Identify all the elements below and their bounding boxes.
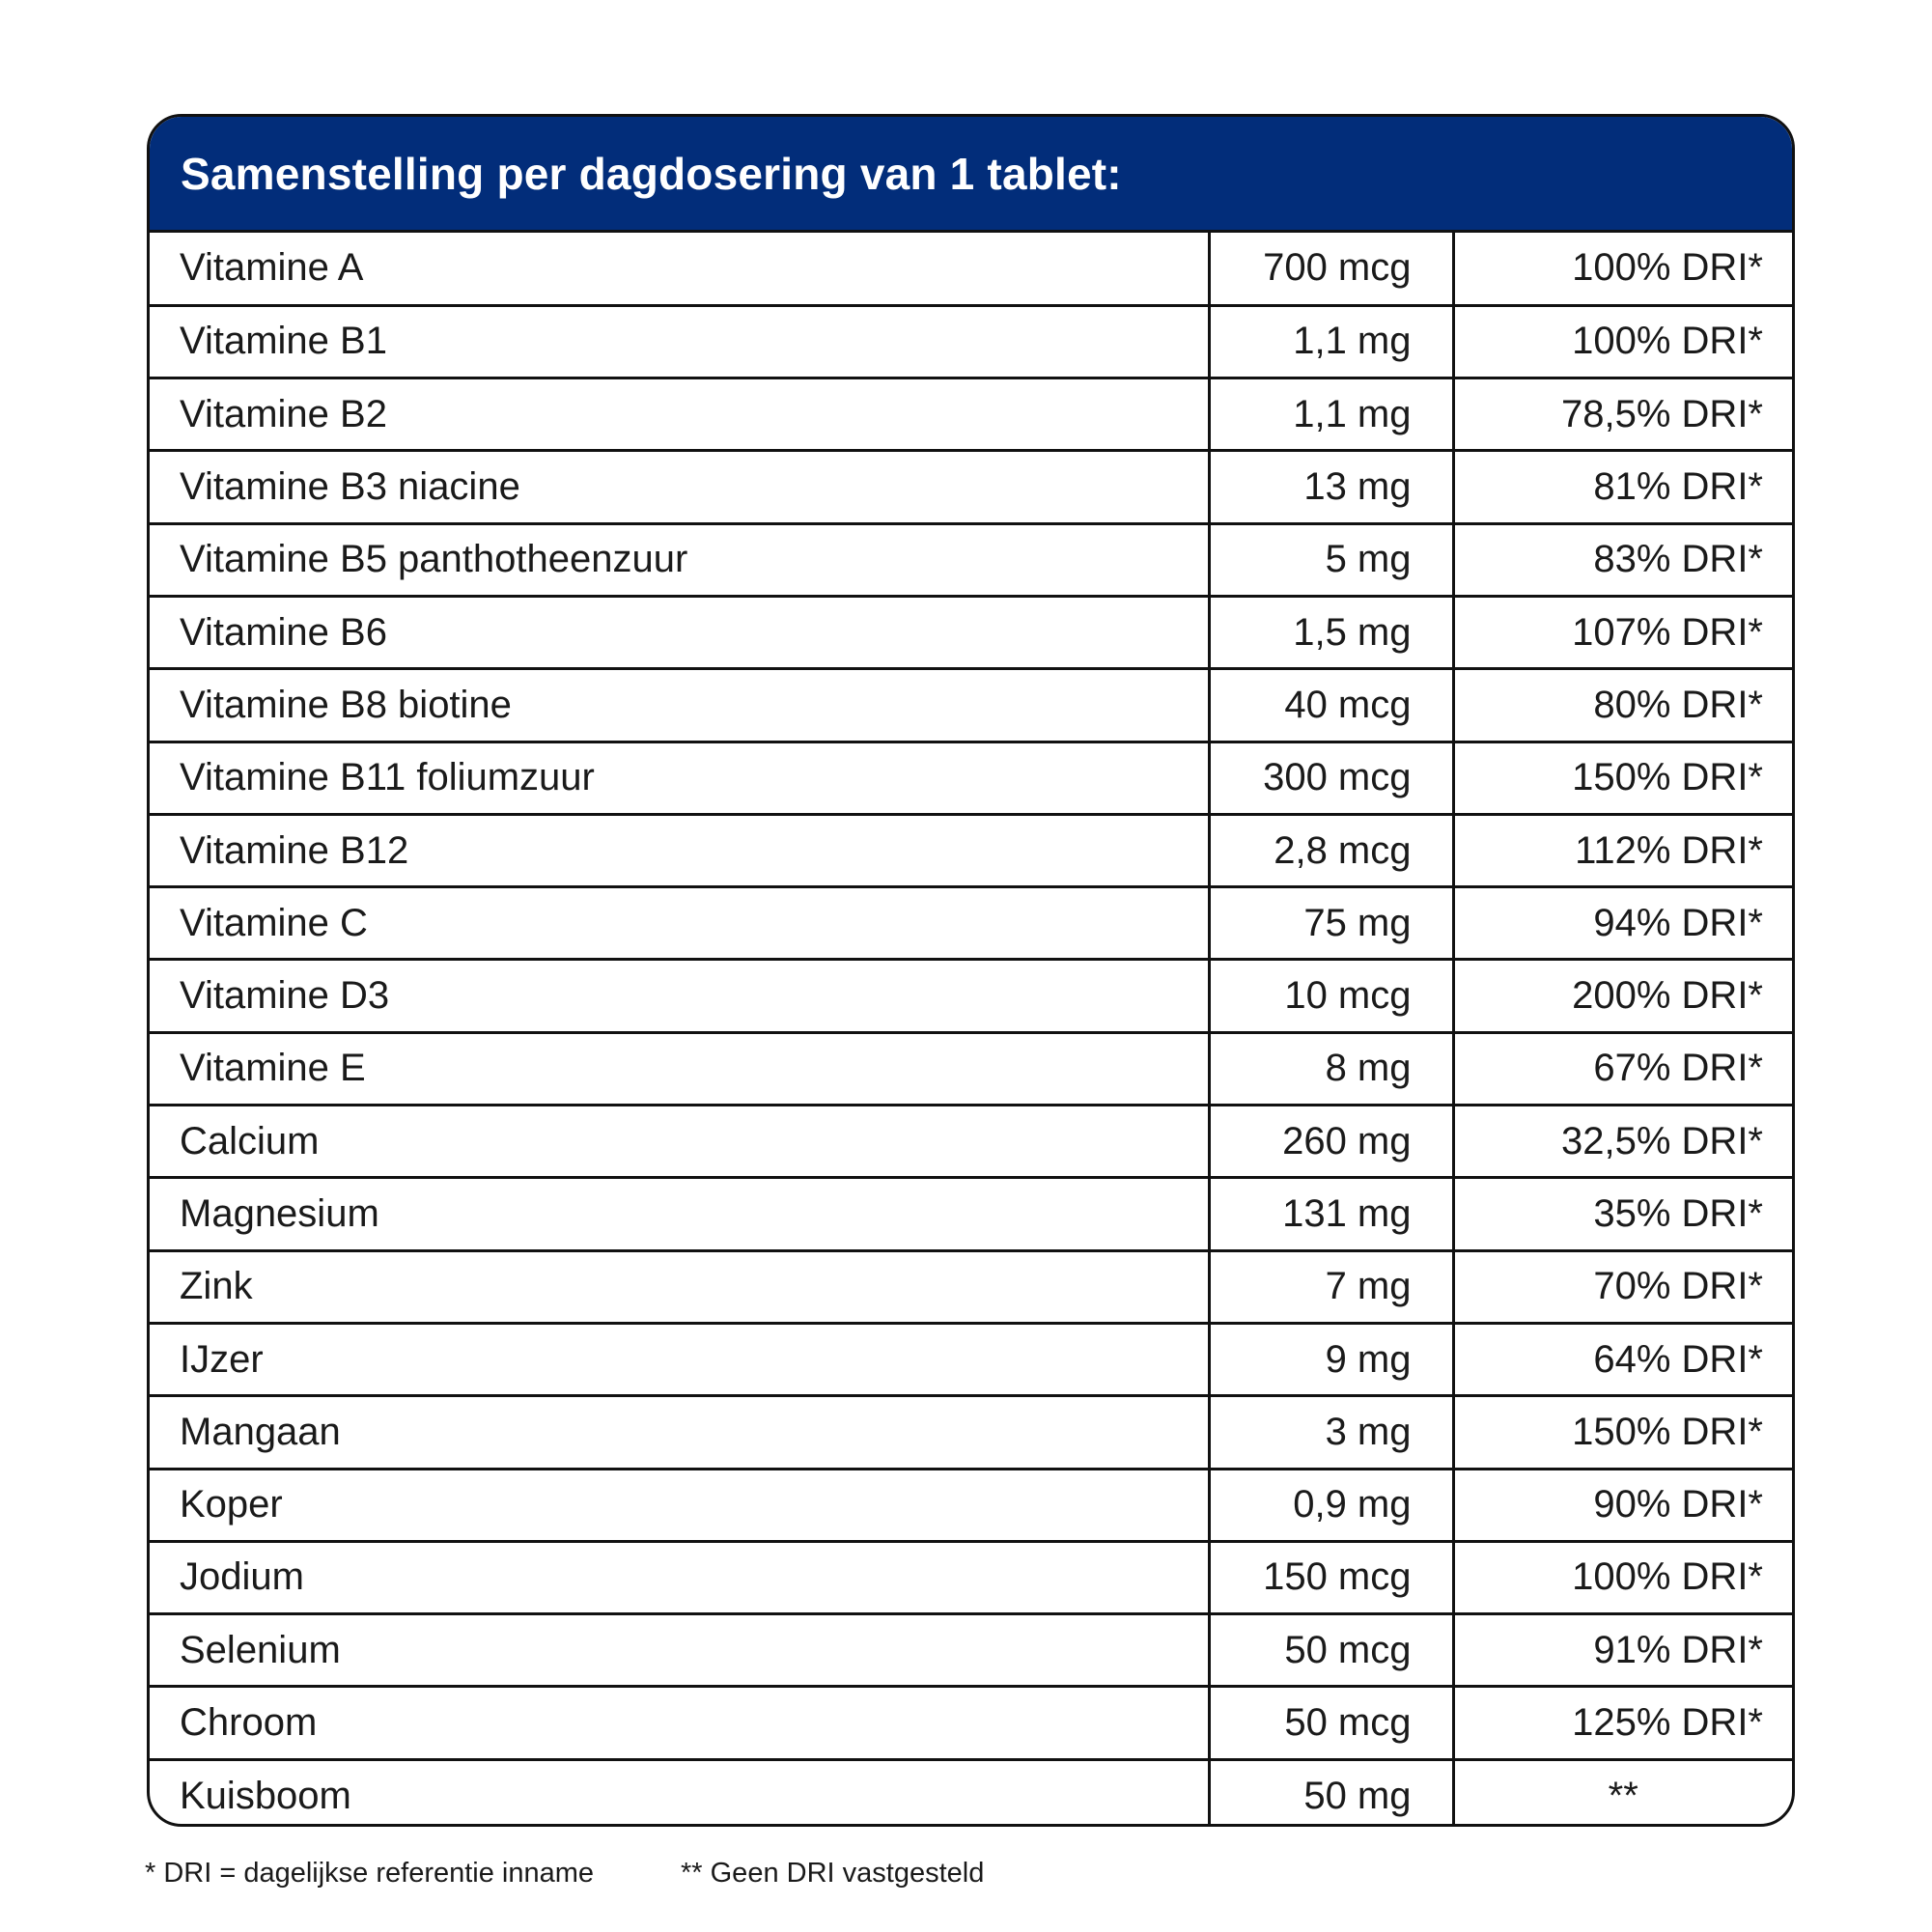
nutrient-amount: 7 mg	[1209, 1250, 1453, 1323]
composition-panel	[147, 114, 1795, 1827]
nutrient-name: Selenium	[150, 1614, 1209, 1687]
nutrient-amount: 9 mg	[1209, 1323, 1453, 1395]
nutrient-name: Magnesium	[150, 1178, 1209, 1250]
nutrient-amount: 3 mg	[1209, 1396, 1453, 1469]
nutrient-name: Calcium	[150, 1106, 1209, 1178]
nutrient-amount: 75 mg	[1209, 887, 1453, 960]
nutrient-amount: 8 mg	[1209, 1032, 1453, 1105]
table-row	[150, 233, 1792, 305]
nutrient-dri: 83% DRI*	[1453, 523, 1792, 596]
footnote-no-dri: ** Geen DRI vastgesteld	[681, 1858, 985, 1889]
nutrient-name: Vitamine B3 niacine	[150, 451, 1209, 523]
table-row	[150, 1541, 1792, 1613]
nutrient-dri: 100% DRI*	[1453, 305, 1792, 378]
composition-table	[150, 233, 1792, 1827]
nutrient-amount: 2,8 mcg	[1209, 814, 1453, 886]
nutrient-name: Vitamine B1	[150, 305, 1209, 378]
table-row	[150, 378, 1792, 451]
table-row	[150, 1759, 1792, 1827]
nutrient-dri: 150% DRI*	[1453, 1396, 1792, 1469]
table-row	[150, 596, 1792, 668]
nutrient-dri: **	[1453, 1759, 1792, 1827]
nutrient-name: Mangaan	[150, 1396, 1209, 1469]
nutrient-amount: 131 mg	[1209, 1178, 1453, 1250]
table-row	[150, 669, 1792, 742]
table-row	[150, 887, 1792, 960]
nutrient-amount: 5 mg	[1209, 523, 1453, 596]
nutrient-name: Vitamine B12	[150, 814, 1209, 886]
nutrient-dri: 35% DRI*	[1453, 1178, 1792, 1250]
nutrient-dri: 90% DRI*	[1453, 1469, 1792, 1541]
nutrient-amount: 150 mcg	[1209, 1541, 1453, 1613]
nutrient-name: Vitamine A	[150, 233, 1209, 305]
nutrient-dri: 81% DRI*	[1453, 451, 1792, 523]
nutrient-dri: 107% DRI*	[1453, 596, 1792, 668]
footnote-dri-definition: * DRI = dagelijkse referentie inname	[145, 1858, 595, 1889]
nutrient-amount: 10 mcg	[1209, 960, 1453, 1032]
nutrient-dri: 64% DRI*	[1453, 1323, 1792, 1395]
nutrient-dri: 125% DRI*	[1453, 1687, 1792, 1759]
table-row	[150, 1250, 1792, 1323]
table-row	[150, 1106, 1792, 1178]
table-row	[150, 814, 1792, 886]
nutrient-name: Chroom	[150, 1687, 1209, 1759]
table-row	[150, 1396, 1792, 1469]
nutrient-name: Kuisboom	[180, 1775, 351, 1818]
nutrient-amount: 1,5 mg	[1209, 596, 1453, 668]
table-row	[150, 305, 1792, 378]
table-row	[150, 960, 1792, 1032]
nutrient-dri: 112% DRI*	[1453, 814, 1792, 886]
nutrient-name: Zink	[150, 1250, 1209, 1323]
nutrient-amount: 50 mcg	[1209, 1614, 1453, 1687]
nutrient-dri: 78,5% DRI*	[1453, 378, 1792, 451]
table-row	[150, 1687, 1792, 1759]
table-row	[150, 742, 1792, 814]
nutrient-dri: 91% DRI*	[1453, 1614, 1792, 1687]
nutrient-amount: 13 mg	[1209, 451, 1453, 523]
table-row	[150, 1469, 1792, 1541]
nutrient-dri: 67% DRI*	[1453, 1032, 1792, 1105]
nutrient-name: Koper	[150, 1469, 1209, 1541]
nutrient-amount: 50 mg	[1209, 1759, 1453, 1827]
nutrient-dri: 100% DRI*	[1453, 1541, 1792, 1613]
nutrient-amount: 300 mcg	[1209, 742, 1453, 814]
nutrient-dri: 80% DRI*	[1453, 669, 1792, 742]
nutrient-dri: 32,5% DRI*	[1453, 1106, 1792, 1178]
nutrient-name: Vitamine E	[150, 1032, 1209, 1105]
table-row	[150, 1614, 1792, 1687]
nutrient-amount: 260 mg	[1209, 1106, 1453, 1178]
nutrient-amount: 1,1 mg	[1209, 378, 1453, 451]
nutrient-dri: 94% DRI*	[1453, 887, 1792, 960]
table-row	[150, 1323, 1792, 1395]
nutrient-dri: 70% DRI*	[1453, 1250, 1792, 1323]
nutrient-name: Vitamine B2	[150, 378, 1209, 451]
nutrient-name: IJzer	[150, 1323, 1209, 1395]
nutrient-amount: 700 mcg	[1209, 233, 1453, 305]
nutrient-amount: 0,9 mg	[1209, 1469, 1453, 1541]
nutrient-name: Vitamine C	[150, 887, 1209, 960]
nutrient-name: Vitamine B11 foliumzuur	[150, 742, 1209, 814]
nutrient-dri: 200% DRI*	[1453, 960, 1792, 1032]
nutrient-dri: 150% DRI*	[1453, 742, 1792, 814]
nutrient-name: Vitamine D3	[150, 960, 1209, 1032]
table-row	[150, 1032, 1792, 1105]
nutrient-name: Vitamine B5 panthotheenzuur	[150, 523, 1209, 596]
nutrient-name: Vitamine B8 biotine	[150, 669, 1209, 742]
nutrient-name: Vitamine B6	[150, 596, 1209, 668]
nutrient-dri: 100% DRI*	[1453, 233, 1792, 305]
table-row	[150, 523, 1792, 596]
panel-title: Samenstelling per dagdosering van 1 tablet:	[181, 148, 1122, 199]
nutrient-amount: 1,1 mg	[1209, 305, 1453, 378]
panel-header	[150, 117, 1792, 233]
nutrient-name: Jodium	[150, 1541, 1209, 1613]
nutrient-amount: 50 mcg	[1209, 1687, 1453, 1759]
table-row	[150, 1178, 1792, 1250]
composition-table-body	[150, 233, 1792, 1827]
nutrient-amount: 40 mcg	[1209, 669, 1453, 742]
table-row	[150, 451, 1792, 523]
